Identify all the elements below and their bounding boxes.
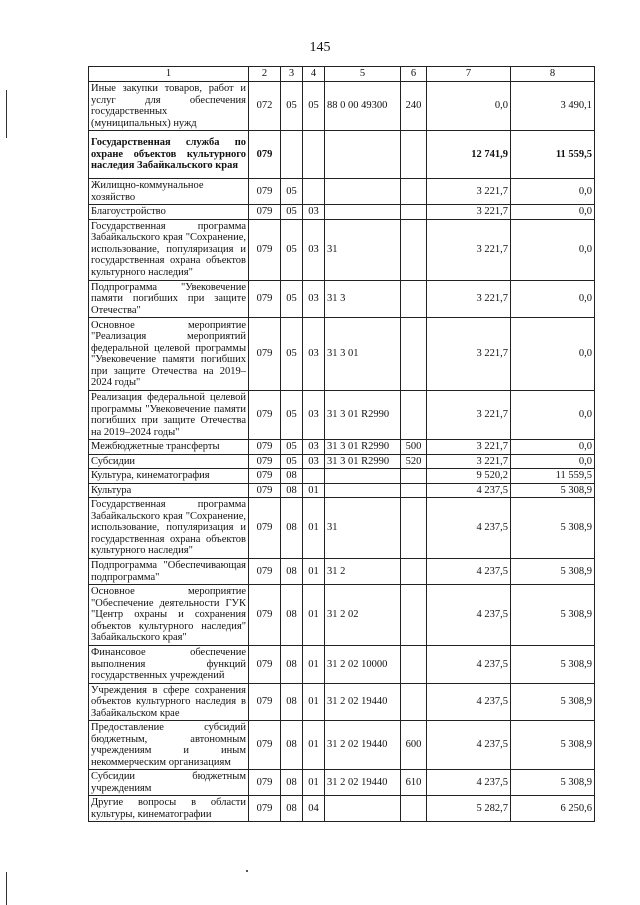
subsection-code-cell: 01 [303, 498, 325, 559]
target-article-cell [325, 179, 401, 205]
table-row [89, 205, 595, 220]
column-header: 3 [281, 67, 303, 82]
scan-speck [246, 870, 248, 872]
table-row [89, 454, 595, 469]
table-row [89, 219, 595, 280]
target-article-cell: 31 3 01 R2990 [325, 454, 401, 469]
amount-year1-cell: 4 237,5 [427, 498, 511, 559]
amount-year2-cell: 5 308,9 [511, 770, 595, 796]
expense-type-cell [401, 498, 427, 559]
target-article-cell: 31 2 02 19440 [325, 683, 401, 721]
amount-year2-cell: 11 559,5 [511, 131, 595, 179]
section-code-cell: 08 [281, 469, 303, 484]
table-row [89, 440, 595, 455]
amount-year2-cell: 0,0 [511, 318, 595, 391]
amount-year1-cell: 4 237,5 [427, 483, 511, 498]
ministry-code-cell: 079 [249, 131, 281, 179]
amount-year1-cell: 12 741,9 [427, 131, 511, 179]
section-code-cell: 05 [281, 205, 303, 220]
table-header-row [89, 67, 595, 82]
section-code-cell: 08 [281, 646, 303, 684]
amount-year1-cell: 3 221,7 [427, 318, 511, 391]
table-row [89, 646, 595, 684]
expense-type-cell [401, 280, 427, 318]
target-article-cell: 31 2 [325, 559, 401, 585]
table-row [89, 721, 595, 770]
table-row [89, 391, 595, 440]
expense-type-cell: 500 [401, 440, 427, 455]
table-row [89, 796, 595, 822]
ministry-code-cell: 079 [249, 219, 281, 280]
target-article-cell: 31 [325, 219, 401, 280]
amount-year1-cell: 4 237,5 [427, 683, 511, 721]
item-name-cell: Предоставление субсидий бюджетным, автономным учреждениям и иным некоммерческим организациям [89, 721, 249, 770]
scan-margin-line [6, 872, 7, 905]
expense-type-cell [401, 483, 427, 498]
item-name-cell: Государственная программа Забайкальского края "Сохранение, использование, популяризация и государственная охрана объектов культурного наследия" [89, 219, 249, 280]
scan-margin-line [6, 90, 7, 138]
ministry-code-cell: 079 [249, 179, 281, 205]
target-article-cell [325, 483, 401, 498]
column-header: 6 [401, 67, 427, 82]
subsection-code-cell: 03 [303, 391, 325, 440]
subsection-code-cell: 03 [303, 454, 325, 469]
target-article-cell: 31 2 02 10000 [325, 646, 401, 684]
subsection-code-cell: 03 [303, 219, 325, 280]
section-code-cell [281, 131, 303, 179]
item-name-cell: Финансовое обеспечение выполнения функций государственных учреждений [89, 646, 249, 684]
ministry-code-cell: 079 [249, 683, 281, 721]
subsection-code-cell: 01 [303, 683, 325, 721]
page-number: 145 [309, 40, 331, 55]
table-row [89, 318, 595, 391]
table-row [89, 280, 595, 318]
target-article-cell: 31 2 02 19440 [325, 770, 401, 796]
subsection-code-cell: 01 [303, 770, 325, 796]
target-article-cell: 31 3 01 [325, 318, 401, 391]
amount-year2-cell: 5 308,9 [511, 559, 595, 585]
amount-year2-cell: 5 308,9 [511, 483, 595, 498]
column-header: 5 [325, 67, 401, 82]
amount-year2-cell: 11 559,5 [511, 469, 595, 484]
subsection-code-cell [303, 179, 325, 205]
target-article-cell: 31 2 02 19440 [325, 721, 401, 770]
target-article-cell: 31 3 [325, 280, 401, 318]
amount-year2-cell: 0,0 [511, 179, 595, 205]
target-article-cell [325, 131, 401, 179]
subsection-code-cell: 05 [303, 82, 325, 131]
expense-type-cell [401, 318, 427, 391]
expense-type-cell [401, 796, 427, 822]
item-name-cell: Государственная служба по охране объектов культурного наследия Забайкальского края [89, 131, 249, 179]
amount-year2-cell: 5 308,9 [511, 683, 595, 721]
amount-year2-cell: 0,0 [511, 205, 595, 220]
item-name-cell: Межбюджетные трансферты [89, 440, 249, 455]
ministry-code-cell: 079 [249, 770, 281, 796]
section-code-cell: 08 [281, 498, 303, 559]
amount-year1-cell: 3 221,7 [427, 219, 511, 280]
ministry-code-cell: 079 [249, 454, 281, 469]
subsection-code-cell: 01 [303, 646, 325, 684]
column-header: 4 [303, 67, 325, 82]
table-row [89, 585, 595, 646]
subsection-code-cell [303, 131, 325, 179]
amount-year2-cell: 5 308,9 [511, 585, 595, 646]
ministry-code-cell: 079 [249, 483, 281, 498]
amount-year1-cell: 5 282,7 [427, 796, 511, 822]
section-code-cell: 05 [281, 440, 303, 455]
expense-type-cell [401, 585, 427, 646]
item-name-cell: Жилищно-коммунальное хозяйство [89, 179, 249, 205]
amount-year2-cell: 0,0 [511, 454, 595, 469]
table-body [89, 82, 595, 822]
subsection-code-cell: 01 [303, 585, 325, 646]
expense-type-cell [401, 205, 427, 220]
item-name-cell: Субсидии бюджетным учреждениям [89, 770, 249, 796]
column-header: 8 [511, 67, 595, 82]
table-row [89, 179, 595, 205]
ministry-code-cell: 079 [249, 721, 281, 770]
subsection-code-cell: 03 [303, 280, 325, 318]
amount-year1-cell: 3 221,7 [427, 280, 511, 318]
item-name-cell: Иные закупки товаров, работ и услуг для обеспечения государственных (муниципальных) нужд [89, 82, 249, 131]
amount-year1-cell: 3 221,7 [427, 454, 511, 469]
section-code-cell: 08 [281, 796, 303, 822]
subsection-code-cell: 03 [303, 205, 325, 220]
expense-type-cell: 600 [401, 721, 427, 770]
table-row [89, 483, 595, 498]
item-name-cell: Культура [89, 483, 249, 498]
ministry-code-cell: 079 [249, 318, 281, 391]
section-code-cell: 05 [281, 219, 303, 280]
subsection-code-cell: 01 [303, 559, 325, 585]
amount-year2-cell: 0,0 [511, 391, 595, 440]
item-name-cell: Реализация федеральной целевой программы "Увековечение памяти погибших при защите Отечества на 2019–2024 годы" [89, 391, 249, 440]
budget-table [88, 66, 595, 822]
section-code-cell: 05 [281, 179, 303, 205]
column-header: 7 [427, 67, 511, 82]
target-article-cell: 31 3 01 R2990 [325, 440, 401, 455]
ministry-code-cell: 079 [249, 559, 281, 585]
table-row [89, 469, 595, 484]
amount-year2-cell: 5 308,9 [511, 498, 595, 559]
target-article-cell: 31 2 02 [325, 585, 401, 646]
ministry-code-cell: 079 [249, 585, 281, 646]
column-header: 1 [89, 67, 249, 82]
ministry-code-cell: 079 [249, 205, 281, 220]
target-article-cell: 31 3 01 R2990 [325, 391, 401, 440]
amount-year1-cell: 0,0 [427, 82, 511, 131]
expense-type-cell [401, 179, 427, 205]
amount-year2-cell: 0,0 [511, 440, 595, 455]
amount-year1-cell: 4 237,5 [427, 646, 511, 684]
section-code-cell: 08 [281, 585, 303, 646]
ministry-code-cell: 079 [249, 391, 281, 440]
item-name-cell: Другие вопросы в области культуры, кинематографии [89, 796, 249, 822]
subsection-code-cell [303, 469, 325, 484]
target-article-cell: 31 [325, 498, 401, 559]
subsection-code-cell: 03 [303, 318, 325, 391]
section-code-cell: 08 [281, 770, 303, 796]
expense-type-cell [401, 646, 427, 684]
amount-year1-cell: 3 221,7 [427, 205, 511, 220]
item-name-cell: Подпрограмма "Обеспечивающая подпрограмма" [89, 559, 249, 585]
amount-year2-cell: 5 308,9 [511, 646, 595, 684]
amount-year2-cell: 5 308,9 [511, 721, 595, 770]
amount-year1-cell: 4 237,5 [427, 585, 511, 646]
table-row [89, 82, 595, 131]
section-code-cell: 08 [281, 483, 303, 498]
expense-type-cell [401, 131, 427, 179]
ministry-code-cell: 072 [249, 82, 281, 131]
section-code-cell: 08 [281, 559, 303, 585]
expense-type-cell: 610 [401, 770, 427, 796]
section-code-cell: 08 [281, 721, 303, 770]
ministry-code-cell: 079 [249, 498, 281, 559]
target-article-cell: 88 0 00 49300 [325, 82, 401, 131]
amount-year2-cell: 0,0 [511, 219, 595, 280]
expense-type-cell: 520 [401, 454, 427, 469]
section-code-cell: 08 [281, 683, 303, 721]
amount-year2-cell: 3 490,1 [511, 82, 595, 131]
table-row [89, 683, 595, 721]
amount-year1-cell: 4 237,5 [427, 721, 511, 770]
amount-year1-cell: 3 221,7 [427, 391, 511, 440]
item-name-cell: Культура, кинематография [89, 469, 249, 484]
table-row [89, 770, 595, 796]
target-article-cell [325, 205, 401, 220]
ministry-code-cell: 079 [249, 646, 281, 684]
amount-year1-cell: 3 221,7 [427, 440, 511, 455]
section-code-cell: 05 [281, 391, 303, 440]
item-name-cell: Учреждения в сфере сохранения объектов культурного наследия в Забайкальском крае [89, 683, 249, 721]
subsection-code-cell: 04 [303, 796, 325, 822]
item-name-cell: Благоустройство [89, 205, 249, 220]
amount-year1-cell: 4 237,5 [427, 559, 511, 585]
item-name-cell: Субсидии [89, 454, 249, 469]
section-code-cell: 05 [281, 454, 303, 469]
amount-year1-cell: 4 237,5 [427, 770, 511, 796]
amount-year1-cell: 9 520,2 [427, 469, 511, 484]
section-code-cell: 05 [281, 318, 303, 391]
item-name-cell: Основное мероприятие "Реализация мероприятий федеральной целевой программы "Увековечение памяти погибших при защите Отечества на 2019–2024 годы" [89, 318, 249, 391]
column-header: 2 [249, 67, 281, 82]
table-row [89, 131, 595, 179]
ministry-code-cell: 079 [249, 440, 281, 455]
item-name-cell: Основное мероприятие "Обеспечение деятельности ГУК "Центр охраны и сохранения объектов культурного наследия" Забайкальского края" [89, 585, 249, 646]
ministry-code-cell: 079 [249, 280, 281, 318]
expense-type-cell [401, 559, 427, 585]
target-article-cell [325, 796, 401, 822]
subsection-code-cell: 01 [303, 721, 325, 770]
table-row [89, 559, 595, 585]
subsection-code-cell: 01 [303, 483, 325, 498]
expense-type-cell [401, 219, 427, 280]
target-article-cell [325, 469, 401, 484]
amount-year2-cell: 0,0 [511, 280, 595, 318]
amount-year2-cell: 6 250,6 [511, 796, 595, 822]
item-name-cell: Подпрограмма "Увековечение памяти погибших при защите Отечества" [89, 280, 249, 318]
subsection-code-cell: 03 [303, 440, 325, 455]
table-row [89, 498, 595, 559]
expense-type-cell [401, 469, 427, 484]
ministry-code-cell: 079 [249, 796, 281, 822]
item-name-cell: Государственная программа Забайкальского края "Сохранение, использование, популяризация и государственная охрана объектов культурного наследия" [89, 498, 249, 559]
section-code-cell: 05 [281, 280, 303, 318]
amount-year1-cell: 3 221,7 [427, 179, 511, 205]
expense-type-cell [401, 683, 427, 721]
ministry-code-cell: 079 [249, 469, 281, 484]
expense-type-cell: 240 [401, 82, 427, 131]
section-code-cell: 05 [281, 82, 303, 131]
expense-type-cell [401, 391, 427, 440]
